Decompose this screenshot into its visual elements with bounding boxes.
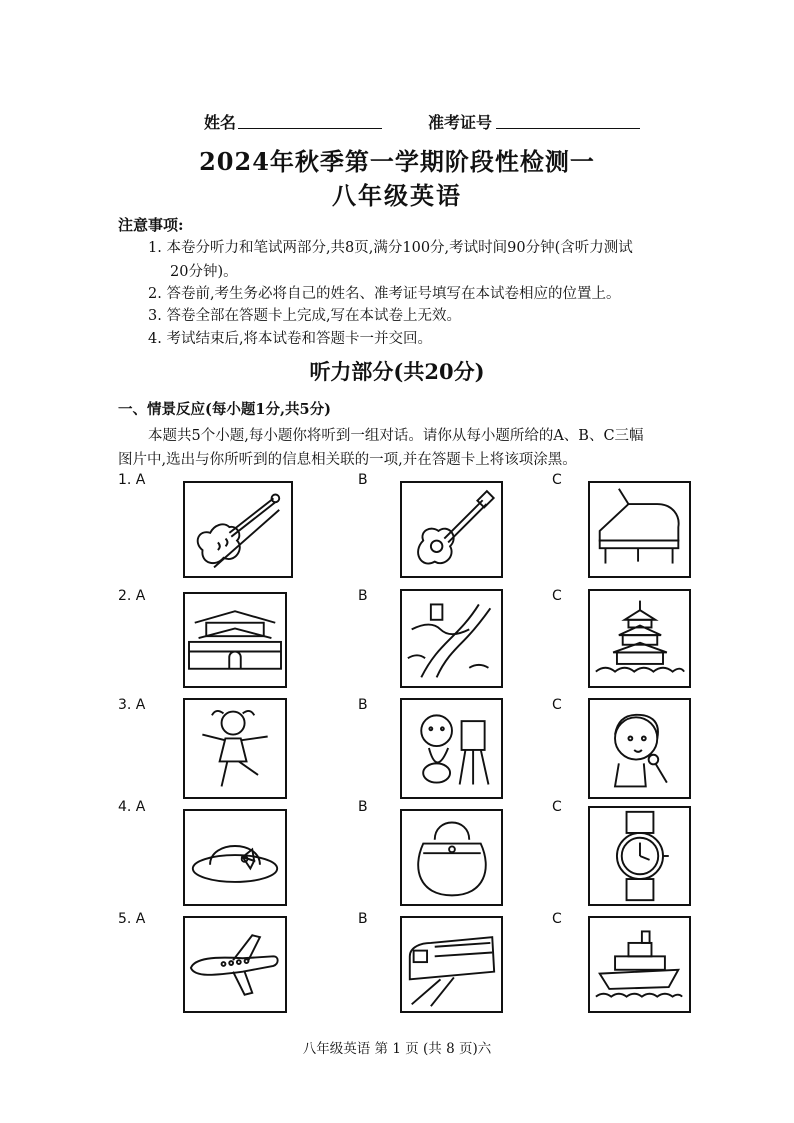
option-label-c: C xyxy=(552,697,562,713)
ship-icon[interactable] xyxy=(588,916,691,1013)
question-label: 4. A xyxy=(118,799,146,815)
option-label-b: B xyxy=(358,911,368,927)
watch-icon[interactable] xyxy=(588,806,691,906)
exam-number-field[interactable] xyxy=(496,112,640,129)
option-label-b: B xyxy=(358,799,368,815)
singing-girl-icon[interactable] xyxy=(588,698,691,799)
plane-icon[interactable] xyxy=(183,916,287,1013)
dancing-girl-icon[interactable] xyxy=(183,698,287,799)
temple-of-heaven-icon[interactable] xyxy=(588,589,691,688)
option-label-c: C xyxy=(552,911,562,927)
painting-girl-icon[interactable] xyxy=(400,698,503,799)
note-item: 1. 本卷分听力和笔试两部分,共8页,满分100分,考试时间90分钟(含听力测试 xyxy=(148,240,633,256)
question-label: 1. A xyxy=(118,472,146,488)
name-label: 姓名 xyxy=(204,113,237,132)
page-footer: 八年级英语 第 1 页 (共 8 页)六 xyxy=(302,1041,492,1057)
note-item: 3. 答卷全部在答题卡上完成,写在本试卷上无效。 xyxy=(148,308,462,324)
guitar-icon[interactable] xyxy=(400,481,503,578)
name-field[interactable] xyxy=(238,112,382,129)
bag-icon[interactable] xyxy=(400,809,503,906)
option-label-b: B xyxy=(358,588,368,604)
question-label: 3. A xyxy=(118,697,146,713)
option-label-b: B xyxy=(358,472,368,488)
violin-icon[interactable] xyxy=(183,481,293,578)
note-item: 20分钟)。 xyxy=(170,264,238,280)
question-label: 5. A xyxy=(118,911,146,927)
option-label-c: C xyxy=(552,799,562,815)
piano-icon[interactable] xyxy=(588,481,691,578)
option-label-c: C xyxy=(552,472,562,488)
question-label: 2. A xyxy=(118,588,146,604)
note-item: 2. 答卷前,考生务必将自己的姓名、准考证号填写在本试卷相应的位置上。 xyxy=(148,286,621,302)
exam-subtitle: 八年级英语 xyxy=(332,181,462,210)
tiananmen-icon[interactable] xyxy=(183,592,287,688)
great-wall-icon[interactable] xyxy=(400,589,503,688)
exam-number-label: 准考证号 xyxy=(428,113,493,132)
train-icon[interactable] xyxy=(400,916,503,1013)
option-label-c: C xyxy=(552,588,562,604)
hat-icon[interactable] xyxy=(183,809,287,906)
instructions-line: 图片中,选出与你所听到的信息相关联的一项,并在答题卡上将该项涂黑。 xyxy=(118,452,577,468)
notes-heading: 注意事项: xyxy=(118,216,184,234)
exam-title: 2024年秋季第一学期阶段性检测一 xyxy=(199,147,595,176)
section-title: 听力部分(共20分) xyxy=(309,359,485,384)
part-heading: 一、情景反应(每小题1分,共5分) xyxy=(118,401,331,418)
instructions-line: 本题共5个小题,每小题你将听到一组对话。请你从每小题所给的A、B、C三幅 xyxy=(148,428,644,444)
option-label-b: B xyxy=(358,697,368,713)
note-item: 4. 考试结束后,将本试卷和答题卡一并交回。 xyxy=(148,331,433,347)
